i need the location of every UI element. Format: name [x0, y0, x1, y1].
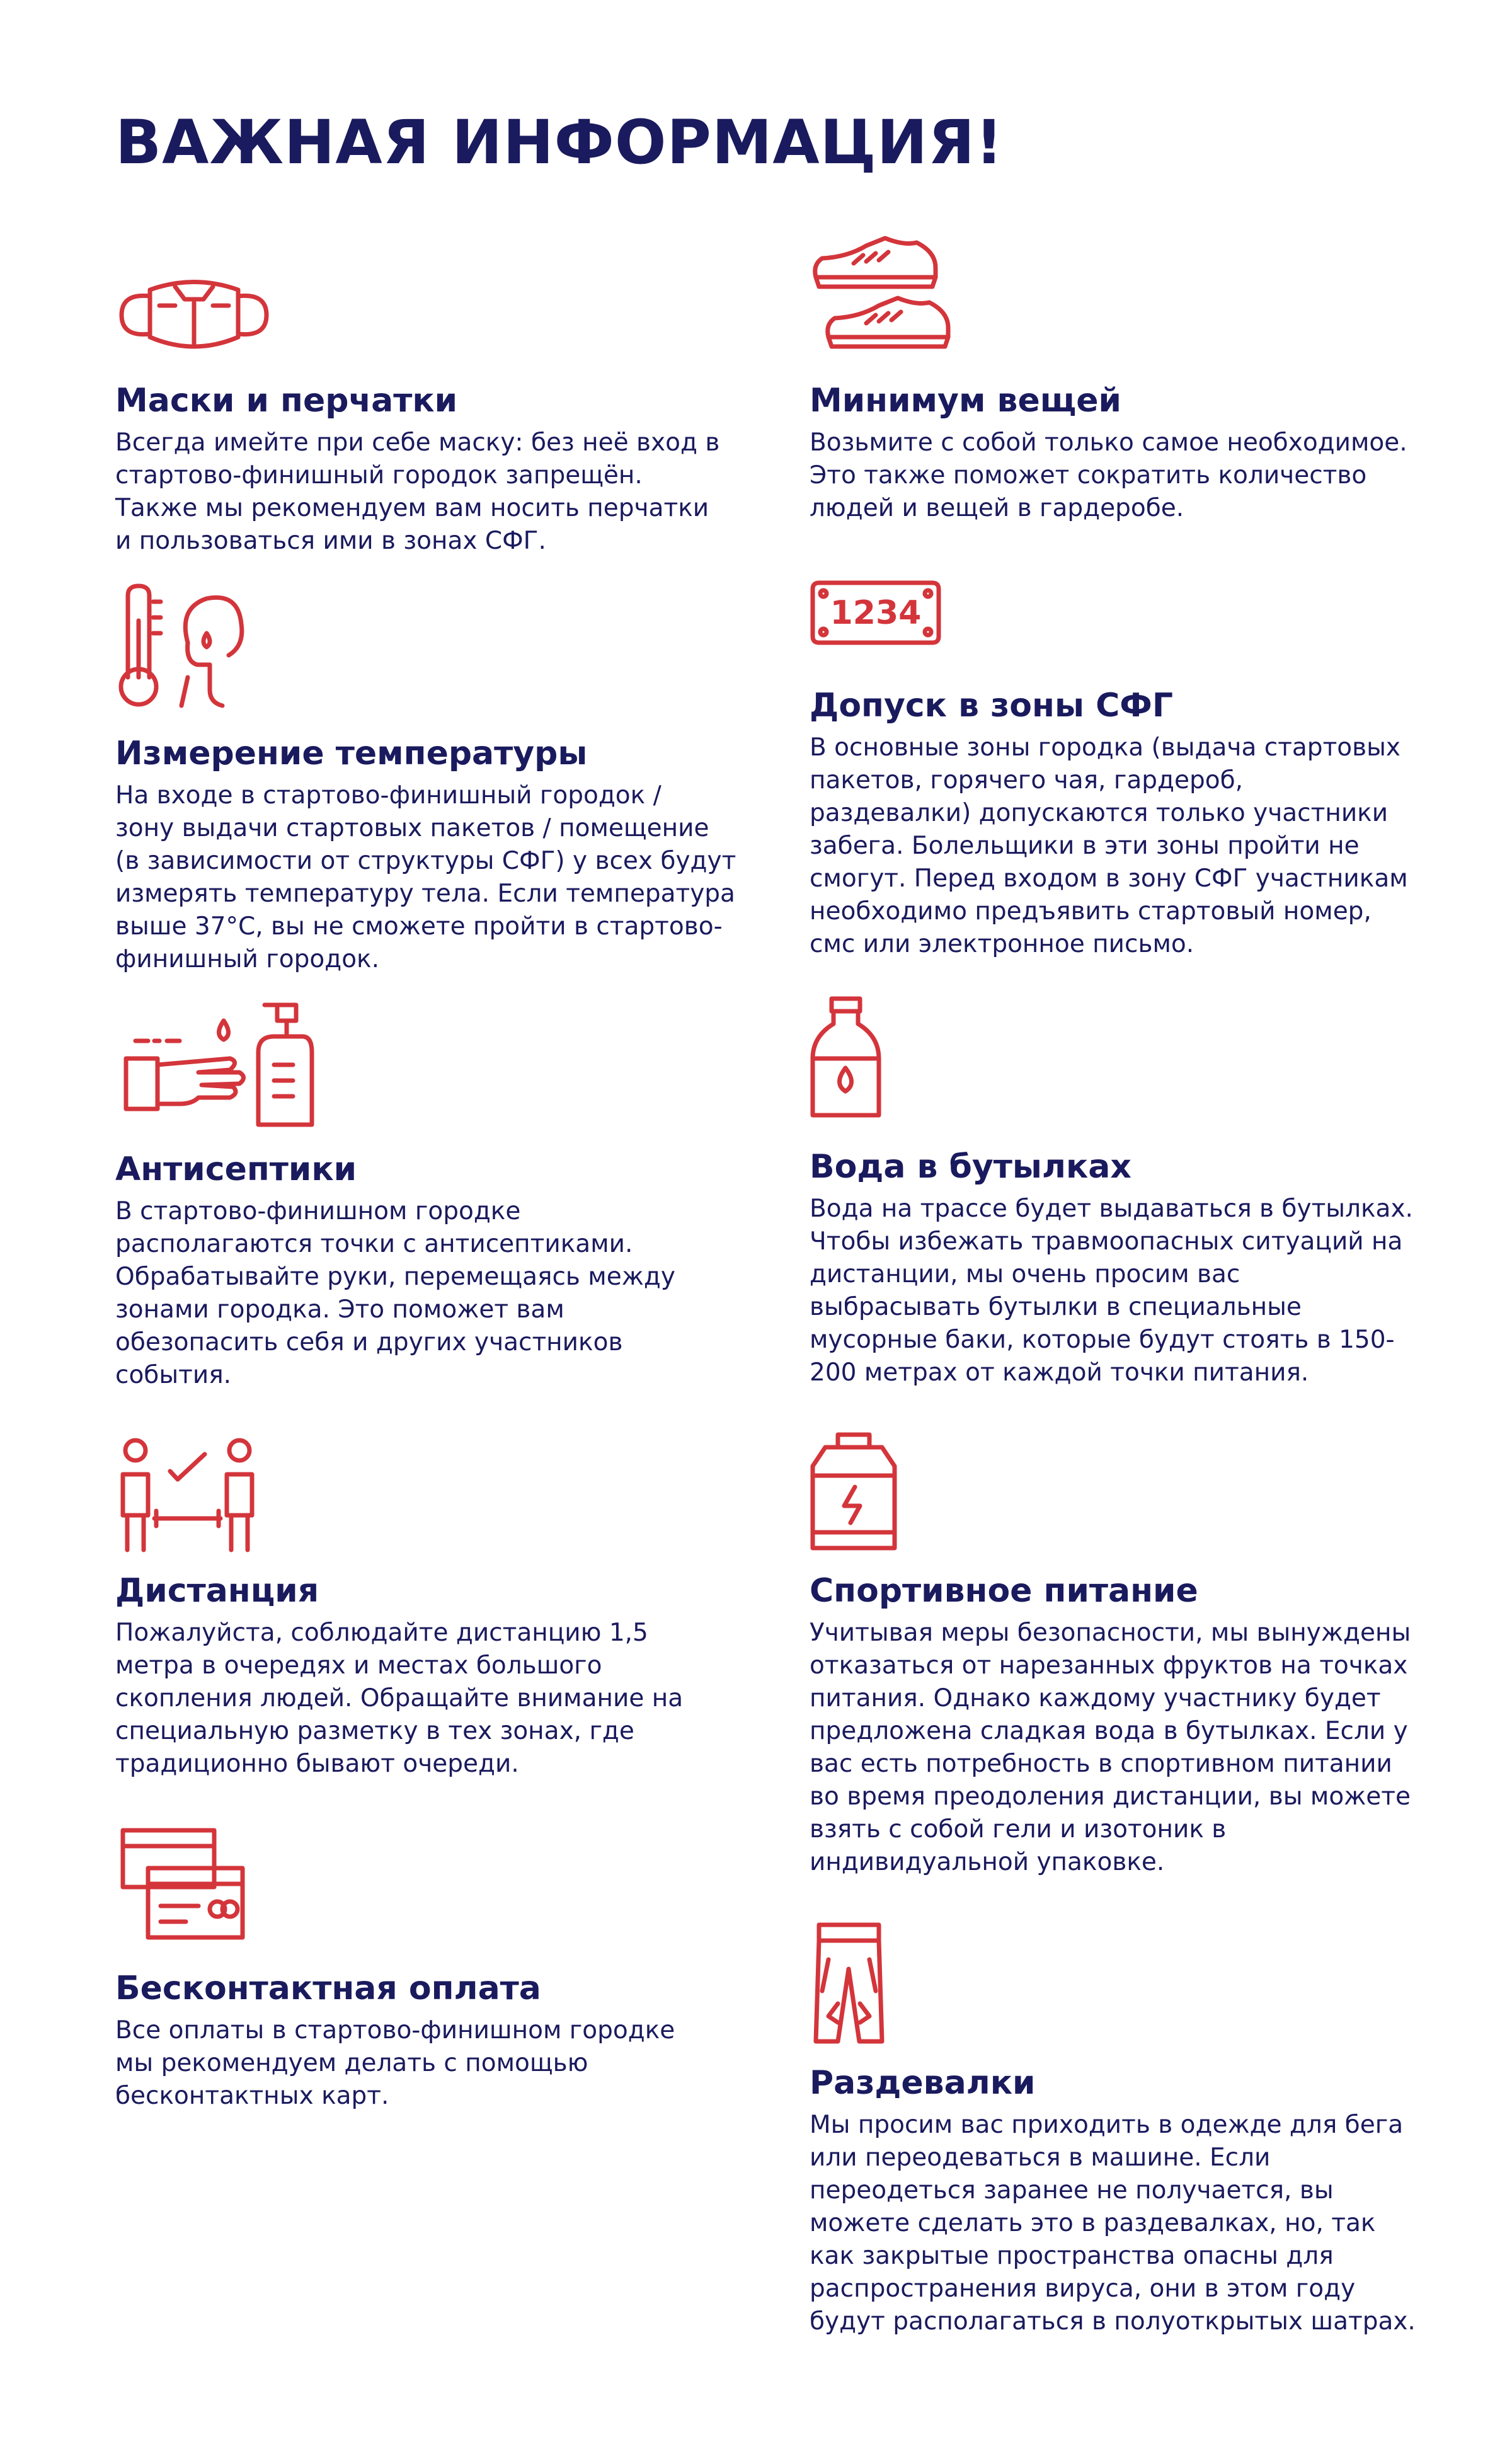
- face-mask-icon: [115, 277, 273, 353]
- social-distance-icon: [120, 1437, 255, 1553]
- section-heading-payment: Бесконтактная оплата: [115, 1970, 541, 2007]
- section-heading-water: Вода в бутылках: [810, 1148, 1131, 1186]
- section-heading-nutrition: Спортивное питание: [810, 1572, 1198, 1610]
- thermometer-icon: [115, 583, 248, 709]
- section-text-antiseptics: В стартово-финишном городке располагаются точки с антисептиками. Обрабатывайте руки, перемещаясь между зонами городка. Это поможет вам обезопасить себя и других участников события.: [115, 1197, 675, 1389]
- water-bottle-icon: [810, 995, 882, 1118]
- sneakers-icon: [810, 233, 951, 353]
- leggings-icon: [813, 1922, 885, 2045]
- energy-drink-icon: [810, 1431, 898, 1551]
- section-text-changing: Мы просим вас приходить в одежде для бега или переодеваться в машине. Если переодеться заранее не получается, вы можете сделать это в раздевалках, но, так как закрытые пространства опасны для распространения вируса, они в этом году будут располагаться в полуоткрытых шатрах.: [810, 2111, 1416, 2336]
- section-text-distance: Пожалуйста, соблюдайте дистанцию 1,5 метра в очередях и местах большого скопления людей. Обращайте внимание на специальную разметку в тех зонах, где традиционно бывают очереди.: [115, 1619, 684, 1778]
- section-text-minimum: Возьмите с собой только самое необходимое. Это также поможет сократить количество людей и вещей в гардеробе.: [810, 428, 1407, 522]
- section-text-access: В основные зоны городка (выдача стартовых пакетов, горячего чая, гардероб, раздевалки) допускаются только участники забега. Болельщики в эти зоны пройти не смогут. Перед входом в зону СФГ участникам необходимо предъявить стартовый номер, смс или электронное письмо.: [810, 733, 1408, 958]
- credit-card-icon: [120, 1827, 246, 1941]
- bib-number-text: 1234: [830, 594, 922, 632]
- hand-sanitizer-icon: [123, 995, 312, 1131]
- section-text-masks: Всегда имейте при себе маску: без неё вход в стартово-финишный городок запрещён. Также мы рекомендуем вам носить перчатки и пользоваться ими в зонах СФГ.: [115, 428, 720, 555]
- section-heading-distance: Дистанция: [115, 1572, 319, 1610]
- section-heading-temperature: Измерение температуры: [115, 735, 588, 772]
- bib-number-icon: [810, 580, 942, 646]
- section-heading-access: Допуск в зоны СФГ: [810, 687, 1173, 725]
- section-text-payment: Все оплаты в стартово-финишном городке мы рекомендуем делать с помощью бесконтактных карт.: [115, 2016, 675, 2110]
- section-heading-masks: Маски и перчатки: [115, 382, 458, 420]
- section-heading-antiseptics: Антисептики: [115, 1150, 357, 1188]
- section-heading-changing: Раздевалки: [810, 2064, 1036, 2102]
- page-title: ВАЖНАЯ ИНФОРМАЦИЯ!: [115, 107, 1004, 178]
- section-text-nutrition: Учитывая меры безопасности, мы вынуждены отказаться от нарезанных фруктов на точках питания. Однако каждому участнику будет предложена сладкая вода в бутылках. Если у вас есть потребность в спортивном питании во время преодоления дистанции, вы можете взять с собой гели и изотоник в индивидуальной упаковке.: [810, 1619, 1411, 1876]
- section-text-water: Вода на трассе будет выдаваться в бутылках. Чтобы избежать травмоопасных ситуаций на дистанции, мы очень просим вас выбрасывать бутылки в специальные мусорные баки, которые будут стоять в 150- 200 метрах от каждой точки питания.: [810, 1195, 1413, 1387]
- section-heading-minimum: Минимум вещей: [810, 382, 1121, 420]
- section-text-temperature: На входе в стартово-финишный городок / зону выдачи стартовых пакетов / помещение (в зависимости от структуры СФГ) у всех будут измерять температуру тела. Если температура выше 37°С, вы не сможете пройти в стартово- финишный городок.: [115, 781, 736, 973]
